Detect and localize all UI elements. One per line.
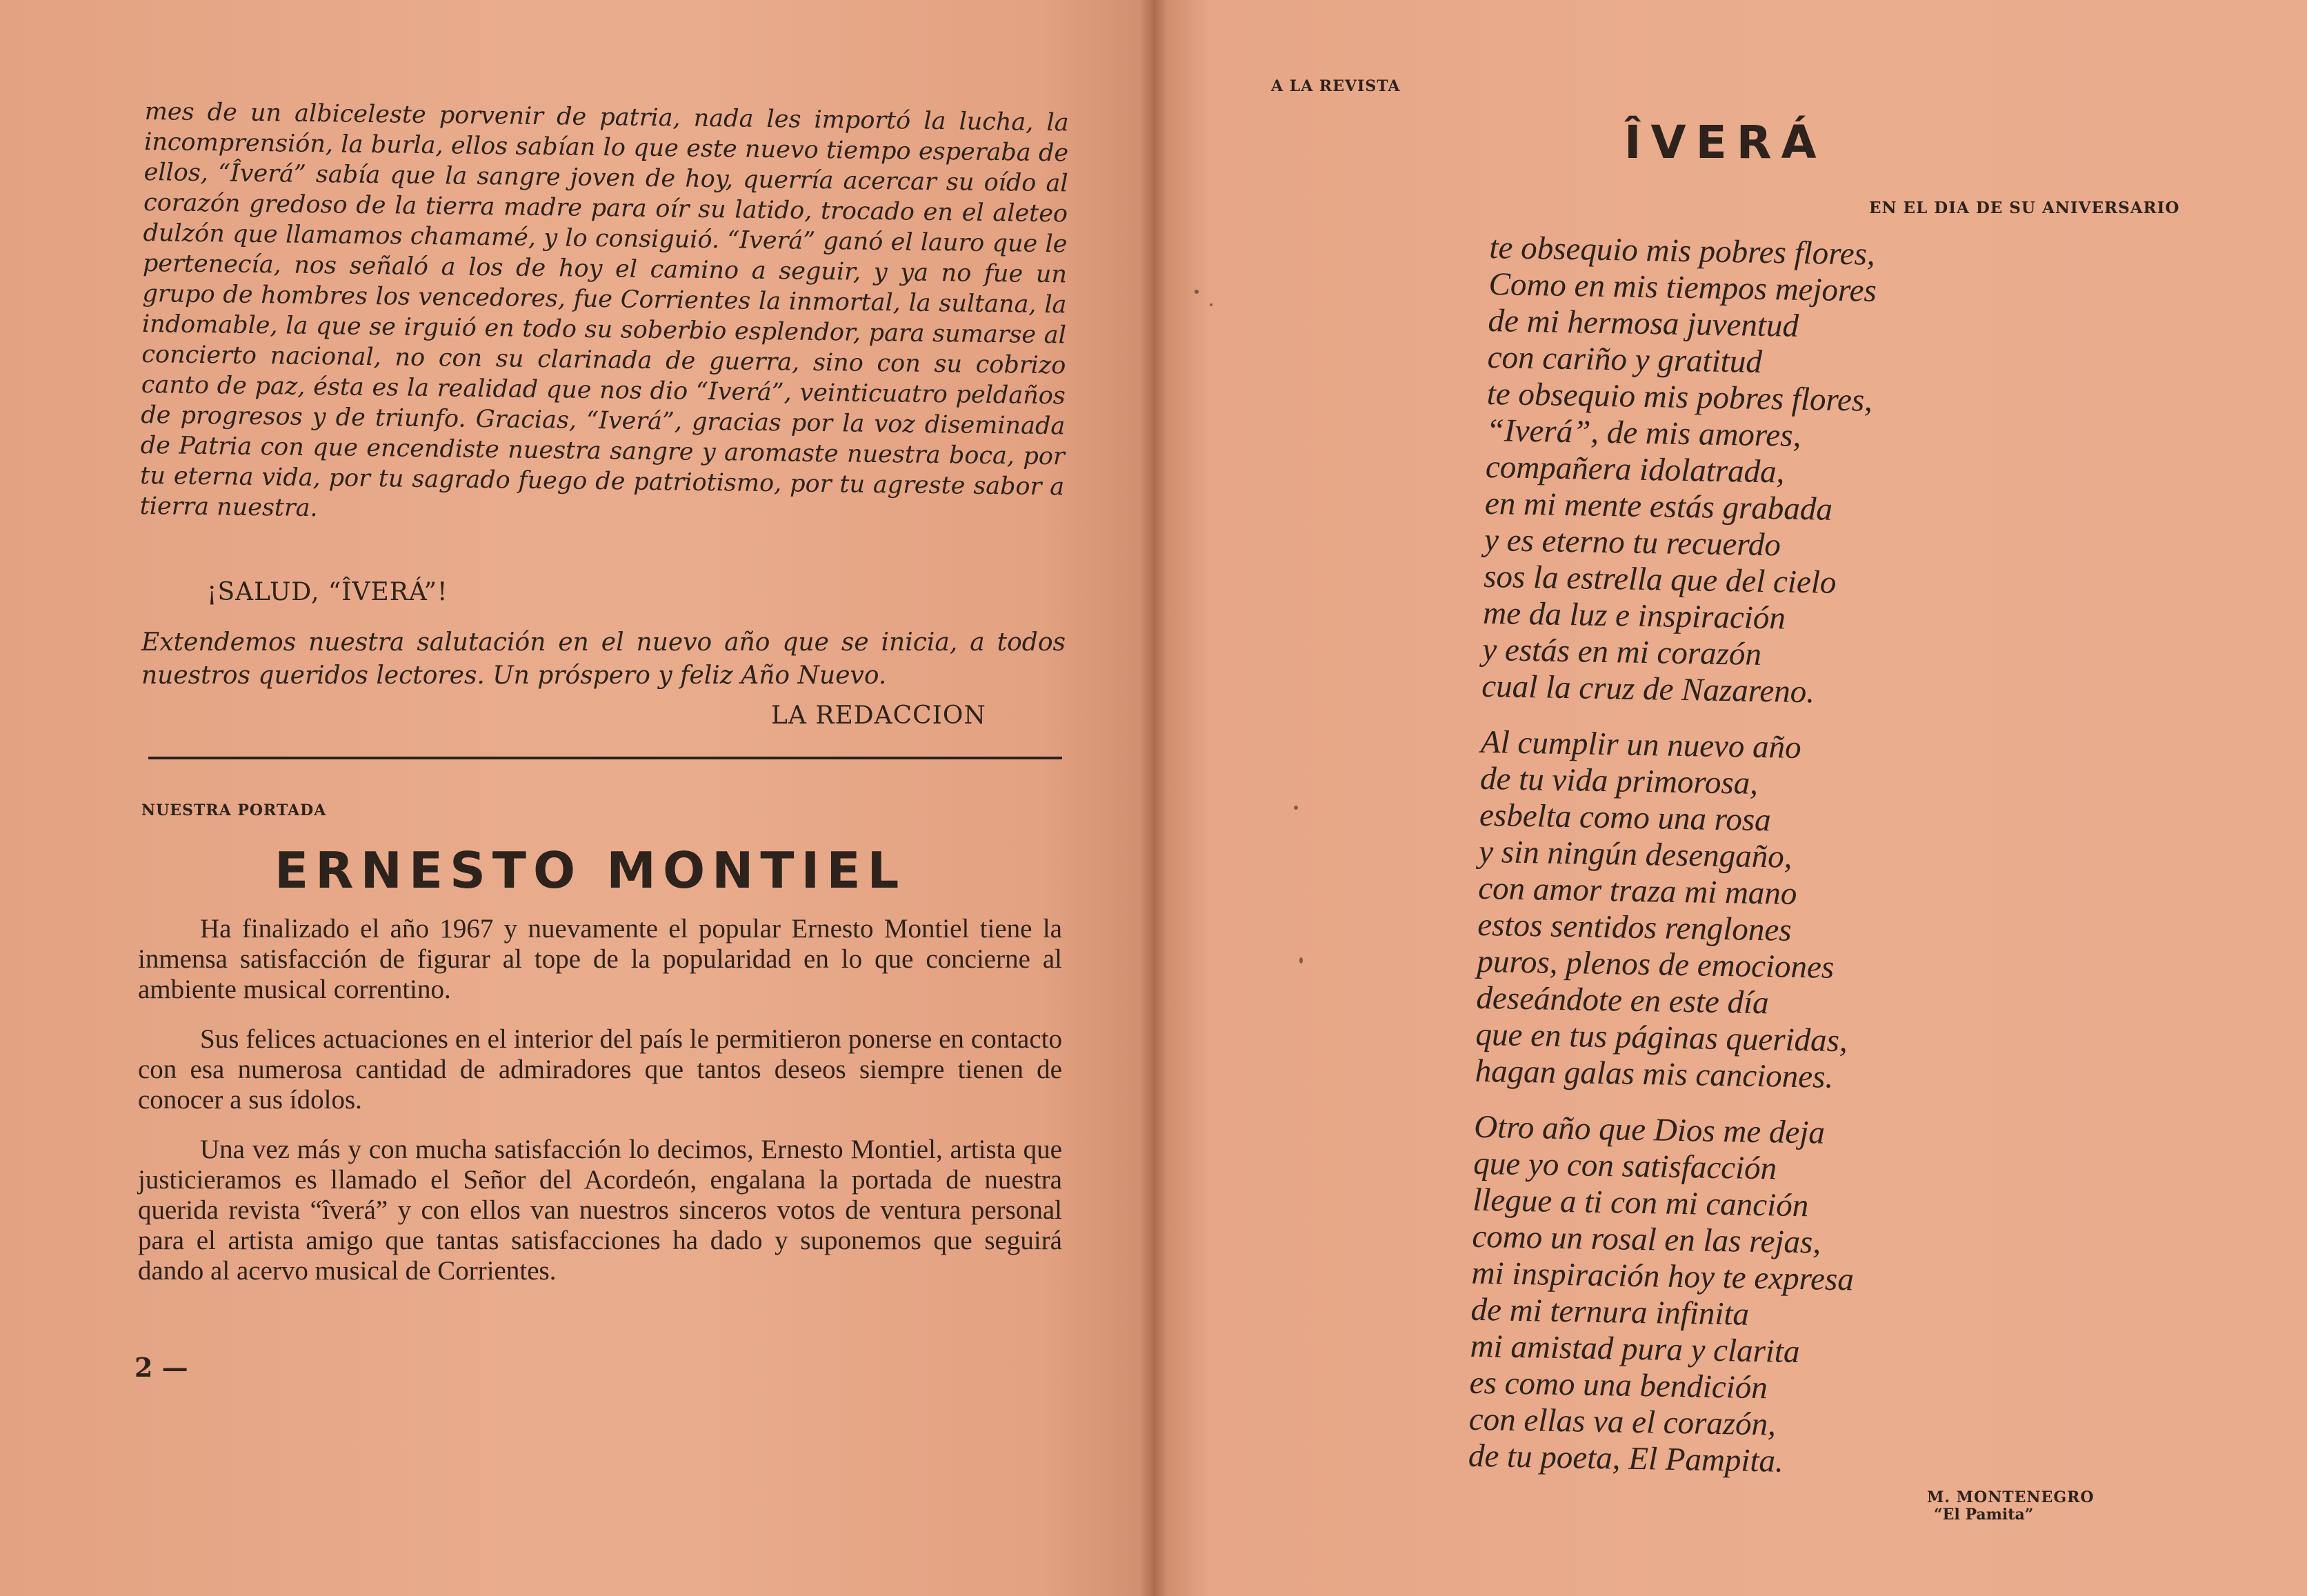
- paper-speck: [1299, 957, 1303, 964]
- article-headline: ERNESTO MONTIEL: [274, 841, 906, 899]
- author-alias: “El Pamita”: [1934, 1506, 2034, 1524]
- poem-line: como un rosal en las rejas,: [1472, 1218, 1821, 1261]
- poem-line: de tu poeta, El Pampita.: [1468, 1437, 1784, 1479]
- article-paragraph: Sus felices actuaciones en el interior del país le permitieron ponerse en contacto con esa numerosa cantidad de admiradores que tantos deseos siempre tienen de conocer a sus ídolos.: [138, 1024, 1062, 1115]
- poem-line: te obsequio mis pobres flores,: [1489, 230, 1876, 272]
- page-number: 2 —: [134, 1352, 188, 1383]
- poem-line: es como una bendición: [1469, 1364, 1768, 1406]
- poem-author: M. MONTENEGRO: [1927, 1488, 2095, 1506]
- poem-line: cual la cruz de Nazareno.: [1481, 668, 1815, 710]
- poem-line: Otro año que Dios me deja: [1473, 1108, 1826, 1151]
- poem: [1468, 230, 2307, 1508]
- poem-line: que yo con satisfacción: [1472, 1145, 1777, 1187]
- poem-line: de mi hermosa juventud: [1488, 302, 1799, 344]
- poem-line: de mi ternura infinita: [1470, 1291, 1750, 1333]
- poem-line: mi amistad pura y clarita: [1470, 1328, 1800, 1370]
- paper-speck: [1294, 806, 1298, 810]
- poem-line: con ellas va el corazón,: [1468, 1401, 1777, 1443]
- intro-paragraph: mes de un albiceleste porvenir de patria, nada les importó la lucha, la incomprensión, la burla, ellos sabían lo que este nuevo tiempo esperaba de ellos, “Îverá” sabía que la sangre joven de hoy, querría acercar su oído al corazón gredoso de la tierra madre para oír su latido, trocado en el aleteo dulzón que llamamos chamamé, y lo consiguió. “Iverá” ganó el lauro que le pertenecía, nos señaló a los de hoy el camino a seguir, y ya no fue un grupo de hombres los vencedores, fue Corrientes la inmortal, la sultana, la indomable, la que se irguió en todo su soberbio esplendor, para sumarse al concierto nacional, no con su clarinada de guerra, sino con su cobrizo canto de paz, ésta es la realidad que nos dio “Iverá”, veinticuatro peldaños de progresos y de triunfo. Gracias, “Iverá”, gracias por la voz diseminada de Patria con que encendiste nuestra sangre y aromaste nuestra boca, por tu eterna vida, por tu sagrado fuego de patriotismo, por tu agreste sabor a tierra nuestra.: [139, 97, 1069, 523]
- poem-line: y es eterno tu recuerdo: [1484, 521, 1781, 563]
- salute-line: ¡SALUD, “ÎVERÁ”!: [207, 578, 448, 606]
- poem-line: Al cumplir un nuevo año: [1480, 724, 1802, 766]
- paper-speck: [1195, 290, 1199, 294]
- section-label: NUESTRA PORTADA: [141, 801, 327, 819]
- poem-line: hagan galas mis canciones.: [1475, 1053, 1834, 1095]
- poem-line: con amor traza mi mano: [1477, 870, 1797, 912]
- poem-stanza: [1481, 230, 2307, 719]
- right-page: [1153, 0, 2307, 1596]
- magazine-title: ÎVERÁ: [1624, 116, 1826, 169]
- poem-line: con cariño y gratitud: [1487, 339, 1763, 380]
- poem-line: deseándote en este día: [1476, 979, 1770, 1021]
- paper-speck: [1210, 303, 1212, 306]
- editorial-signoff: LA REDACCION: [771, 701, 986, 730]
- dedication-line: EN EL DIA DE SU ANIVERSARIO: [1869, 199, 2180, 217]
- left-page: [0, 0, 1153, 1596]
- article-paragraph: Ha finalizado el año 1967 y nuevamente el popular Ernesto Montiel tiene la inmensa satisfacción de figurar al tope de la popularidad en lo que concierne al ambiente musical correntino.: [138, 914, 1062, 1004]
- poem-line: que en tus páginas queridas,: [1475, 1016, 1848, 1059]
- running-head: A LA REVISTA: [1271, 77, 1401, 95]
- poem-line: compañera idolatrada,: [1485, 448, 1785, 490]
- poem-line: puros, plenos de emociones: [1477, 943, 1835, 986]
- poem-line: y estás en mi corazón: [1481, 631, 1762, 672]
- poem-line: Como en mis tiempos mejores: [1488, 266, 1877, 309]
- poem-line: mi inspiración hoy te expresa: [1471, 1255, 1855, 1298]
- greeting-paragraph: Extendemos nuestra salutación en el nuevo año que se inicia, a todos nuestros queridos lectores. Un próspero y feliz Año Nuevo.: [141, 628, 1066, 690]
- poem-line: llegue a ti con mi canción: [1472, 1181, 1809, 1224]
- poem-line: sos la estrella que del cielo: [1483, 558, 1837, 601]
- poem-line: en mi mente estás grabada: [1484, 485, 1833, 528]
- article-paragraph: Una vez más y con mucha satisfacción lo decimos, Ernesto Montiel, artista que justicieramos es llamado el Señor del Acordeón, engalana la portada de nuestra querida revista “îverá” y con ellos van nuestros sinceros votos de ventura personal para el artista amigo que tantas satisfacciones ha dado y suponemos que seguirá dando al acervo musical de Corrientes.: [138, 1135, 1062, 1286]
- poem-line: y sin ningún desengaño,: [1478, 833, 1792, 875]
- poem-line: te obsequio mis pobres flores,: [1486, 375, 1873, 419]
- poem-line: esbelta como una rosa: [1479, 797, 1772, 839]
- poem-line: “Iverá”, de mis amores,: [1486, 412, 1801, 454]
- poem-stanza: [1475, 724, 2307, 1104]
- section-divider: [148, 757, 1062, 759]
- poem-line: de tu vida primorosa,: [1479, 760, 1759, 801]
- poem-line: estos sentidos renglones: [1477, 906, 1792, 948]
- poem-stanza: [1468, 1109, 2301, 1489]
- poem-line: me da luz e inspiración: [1482, 595, 1786, 637]
- book-gutter: [1139, 0, 1167, 1596]
